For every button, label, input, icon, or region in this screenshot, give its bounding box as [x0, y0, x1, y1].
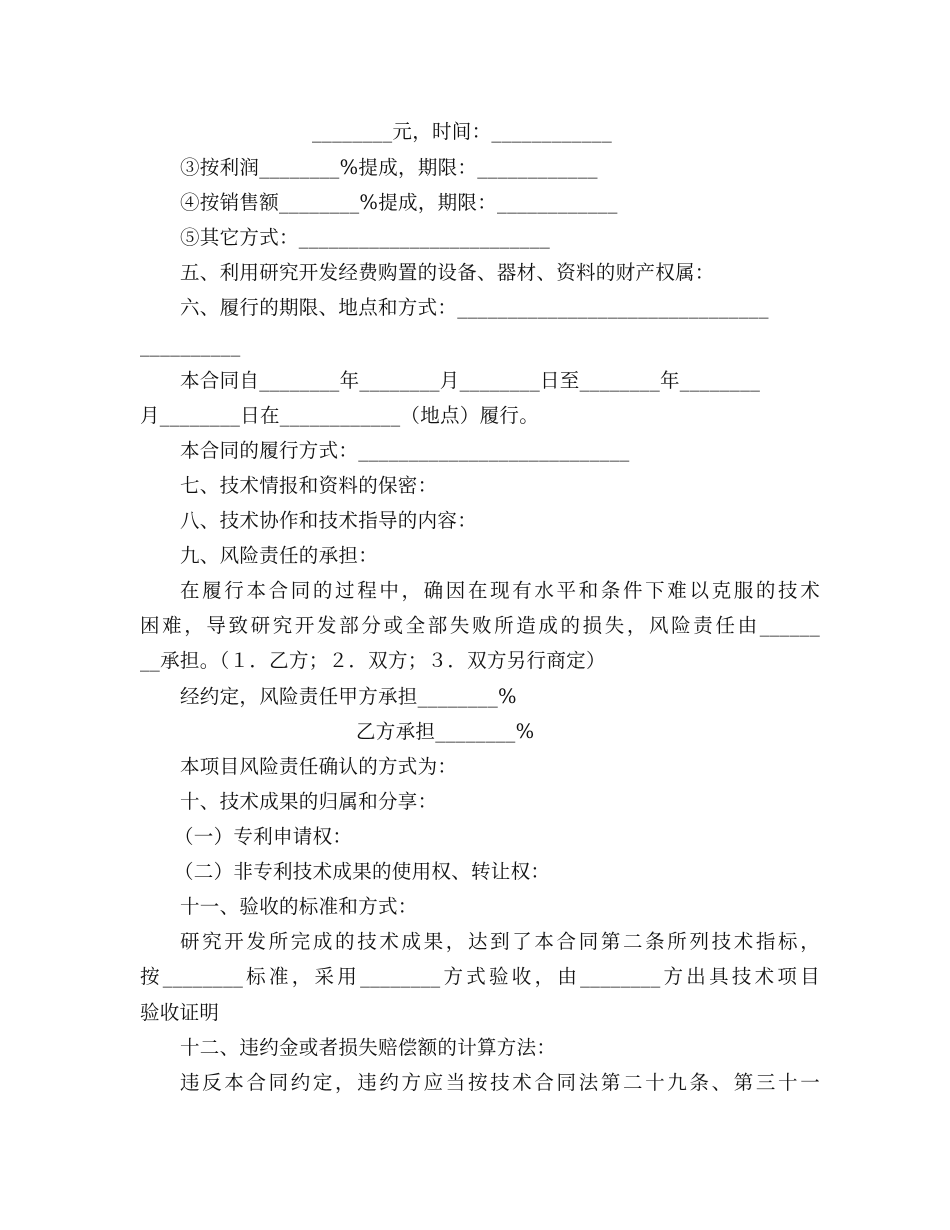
- text-line: __承担。（１．乙方；２．双方；３．双方另行商定）: [140, 649, 606, 672]
- text-line: 按________标准，采用________方式验收，由________方出具技术项目: [140, 965, 820, 988]
- text-line: __________: [140, 334, 241, 357]
- text-line: （二）非专利技术成果的使用权、转让权：: [174, 860, 551, 883]
- text-line: 九、风险责任的承担：: [180, 544, 379, 567]
- text-line: ④按销售额________%提成，期限：____________: [180, 191, 618, 214]
- text-line: 十一、验收的标准和方式：: [180, 895, 418, 918]
- text-line: 本项目风险责任确认的方式为：: [180, 755, 458, 778]
- text-line: 经约定，风险责任甲方承担________%: [180, 685, 517, 708]
- text-line: 研究开发所完成的技术成果，达到了本合同第二条所列技术指标，: [180, 930, 820, 953]
- text-line: 本合同自________年________月________日至________年________: [180, 369, 761, 392]
- text-line: ③按利润________%提成，期限：____________: [180, 156, 598, 179]
- text-line: 乙方承担________%: [356, 720, 535, 743]
- text-line: 月________日在____________（地点）履行。: [140, 404, 539, 427]
- text-line: ________元，时间：____________: [312, 120, 612, 143]
- text-line: 违反本合同约定，违约方应当按技术合同法第二十九条、第三十一: [180, 1071, 820, 1094]
- text-line: 七、技术情报和资料的保密：: [180, 474, 438, 497]
- text-line: 本合同的履行方式：___________________________: [180, 439, 630, 462]
- text-line: （一）专利申请权：: [174, 825, 353, 848]
- text-line: 八、技术协作和技术指导的内容：: [180, 509, 478, 532]
- text-line: 验收证明: [140, 1001, 220, 1024]
- text-line: 五、利用研究开发经费购置的设备、器材、资料的财产权属：: [180, 261, 715, 284]
- text-line: 十二、违约金或者损失赔偿额的计算方法：: [180, 1036, 557, 1059]
- text-line: 十、技术成果的归属和分享：: [180, 790, 438, 813]
- text-line: 在履行本合同的过程中，确因在现有水平和条件下难以克服的技术: [180, 579, 820, 602]
- text-line: 困难，导致研究开发部分或全部失败所造成的损失，风险责任由______: [140, 614, 820, 637]
- text-line: ⑤其它方式：_________________________: [180, 226, 551, 249]
- text-line: 六、履行的期限、地点和方式：_______________________________: [180, 296, 769, 319]
